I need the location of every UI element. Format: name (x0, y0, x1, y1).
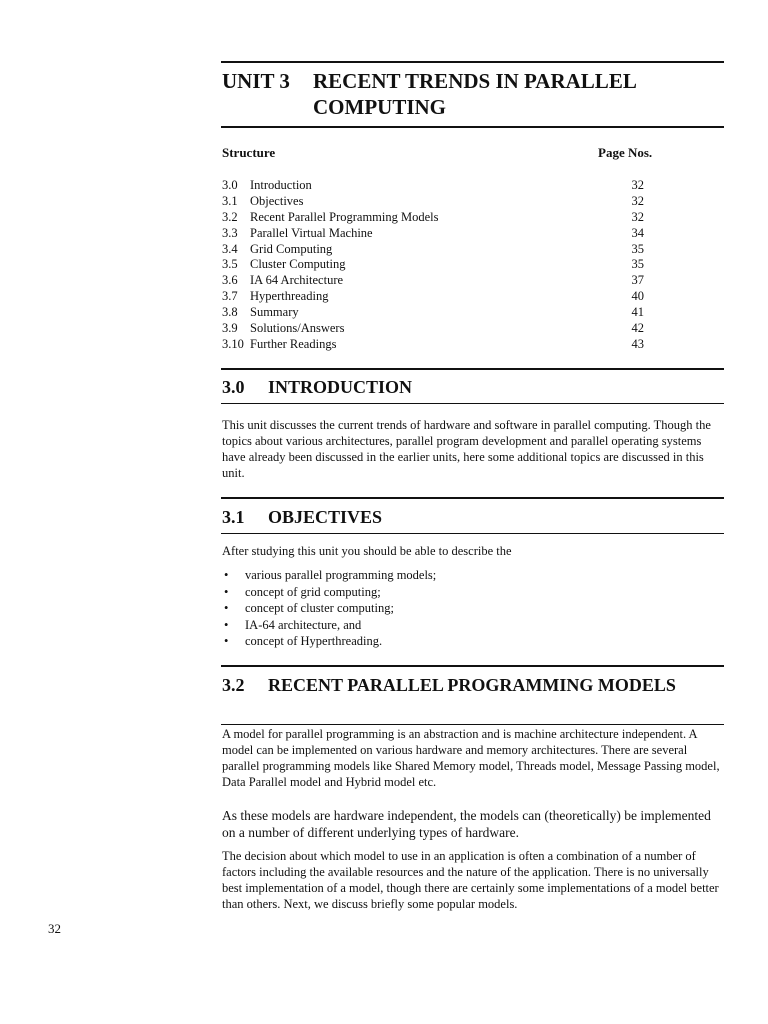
objectives-lead: After studying this unit you should be able to describe the (222, 544, 512, 558)
intro-top-rule (221, 368, 724, 370)
toc-label: Solutions/Answers (250, 321, 345, 336)
toc-page: 37 (631, 273, 644, 288)
toc-number: 3.3 (222, 225, 238, 240)
models-paragraph-2: As these models are hardware independent, the models can (theoretically) be implemented on a number of different underlying types of hardware. (222, 808, 711, 840)
toc-number: 3.1 (222, 193, 238, 208)
introduction-paragraph: This unit discusses the current trends of hardware and software in parallel computing. Though the topics about various architectures, parallel program development and parallel operating systems have already been discussed in the earlier units, here some additional topics are discussed in this unit. (222, 418, 711, 480)
toc-page: 35 (631, 257, 644, 272)
intro-bottom-rule (221, 403, 724, 404)
list-item (222, 600, 702, 617)
toc-number: 3.4 (222, 241, 238, 256)
toc-row (222, 257, 646, 273)
section-number: 3.1 (222, 507, 245, 527)
toc-page: 40 (631, 289, 644, 304)
table-of-contents (222, 178, 646, 353)
bullet-icon: • (224, 634, 229, 648)
toc-label: Hyperthreading (250, 289, 329, 304)
toc-row (222, 194, 646, 210)
list-item-text: concept of grid computing; (245, 584, 381, 599)
section-title: INTRODUCTION (268, 377, 413, 397)
toc-number: 3.8 (222, 305, 238, 320)
toc-page: 32 (631, 193, 644, 208)
section-number: 3.2 (222, 675, 245, 695)
bullet-icon: • (224, 601, 229, 615)
toc-row (222, 273, 646, 289)
list-item (222, 584, 702, 601)
toc-number: 3.10 (222, 336, 244, 351)
list-item-text: IA-64 architecture, and (245, 617, 362, 632)
toc-row (222, 210, 646, 226)
objectives-list (222, 567, 702, 650)
list-item (222, 617, 702, 634)
models-paragraph-3: The decision about which model to use in an application is often a combination of a number of factors including the available resources and the nature of the application. There is no universally best implementation of a model, though there are certainly some implementations of a model better than others. Next, we discuss briefly some popular models. (222, 849, 719, 911)
section-title: OBJECTIVES (268, 507, 383, 527)
models-paragraph-1: A model for parallel programming is an abstraction and is machine architecture independent. A model can be implemented on various hardware and memory architectures. There are several parallel programming models like Shared Memory model, Threads model, Message Passing model, Data Parallel model and Hybrid model etc. (222, 727, 720, 789)
toc-page: 32 (631, 209, 644, 224)
toc-page: 41 (631, 305, 644, 320)
toc-label: Recent Parallel Programming Models (250, 209, 439, 224)
unit-title-text: RECENT TRENDS IN PARALLEL COMPUTING (313, 69, 636, 119)
page-nos-heading: Page Nos. (598, 145, 653, 160)
toc-number: 3.7 (222, 289, 238, 304)
toc-row (222, 178, 646, 194)
models-bottom-rule (221, 724, 724, 725)
models-top-rule (221, 665, 724, 667)
objectives-top-rule (221, 497, 724, 499)
structure-heading: Structure (222, 145, 276, 160)
toc-row (222, 337, 646, 353)
toc-label: IA 64 Architecture (250, 273, 344, 288)
bullet-icon: • (224, 568, 229, 582)
toc-number: 3.9 (222, 321, 238, 336)
list-item-text: concept of Hyperthreading. (245, 634, 383, 648)
toc-label: Summary (250, 305, 299, 320)
toc-page: 35 (631, 241, 644, 256)
top-rule (221, 61, 724, 63)
page-number: 32 (48, 921, 61, 936)
toc-row (222, 305, 646, 321)
toc-row (222, 321, 646, 337)
section-title: RECENT PARALLEL PROGRAMMING MODELS (268, 675, 676, 695)
bullet-icon: • (224, 617, 229, 632)
toc-row (222, 226, 646, 242)
unit-number: UNIT 3 (222, 69, 290, 93)
toc-label: Parallel Virtual Machine (250, 225, 373, 240)
toc-label: Objectives (250, 193, 304, 208)
toc-row (222, 242, 646, 258)
toc-row (222, 289, 646, 305)
objectives-bottom-rule (221, 533, 724, 534)
title-bottom-rule (221, 126, 724, 128)
toc-page: 42 (631, 321, 644, 336)
list-item (222, 567, 702, 584)
toc-label: Grid Computing (250, 241, 333, 256)
toc-page: 43 (631, 336, 644, 351)
toc-number: 3.5 (222, 257, 238, 272)
toc-number: 3.2 (222, 209, 238, 224)
toc-label: Introduction (250, 178, 312, 192)
toc-number: 3.6 (222, 273, 238, 288)
list-item-text: concept of cluster computing; (245, 601, 394, 615)
toc-label: Cluster Computing (250, 257, 346, 272)
list-item (222, 633, 702, 650)
list-item-text: various parallel programming models; (245, 568, 437, 582)
section-number: 3.0 (222, 377, 245, 397)
bullet-icon: • (224, 584, 229, 599)
toc-page: 32 (631, 178, 644, 192)
toc-page: 34 (631, 225, 644, 240)
toc-label: Further Readings (250, 336, 337, 351)
toc-number: 3.0 (222, 178, 238, 192)
